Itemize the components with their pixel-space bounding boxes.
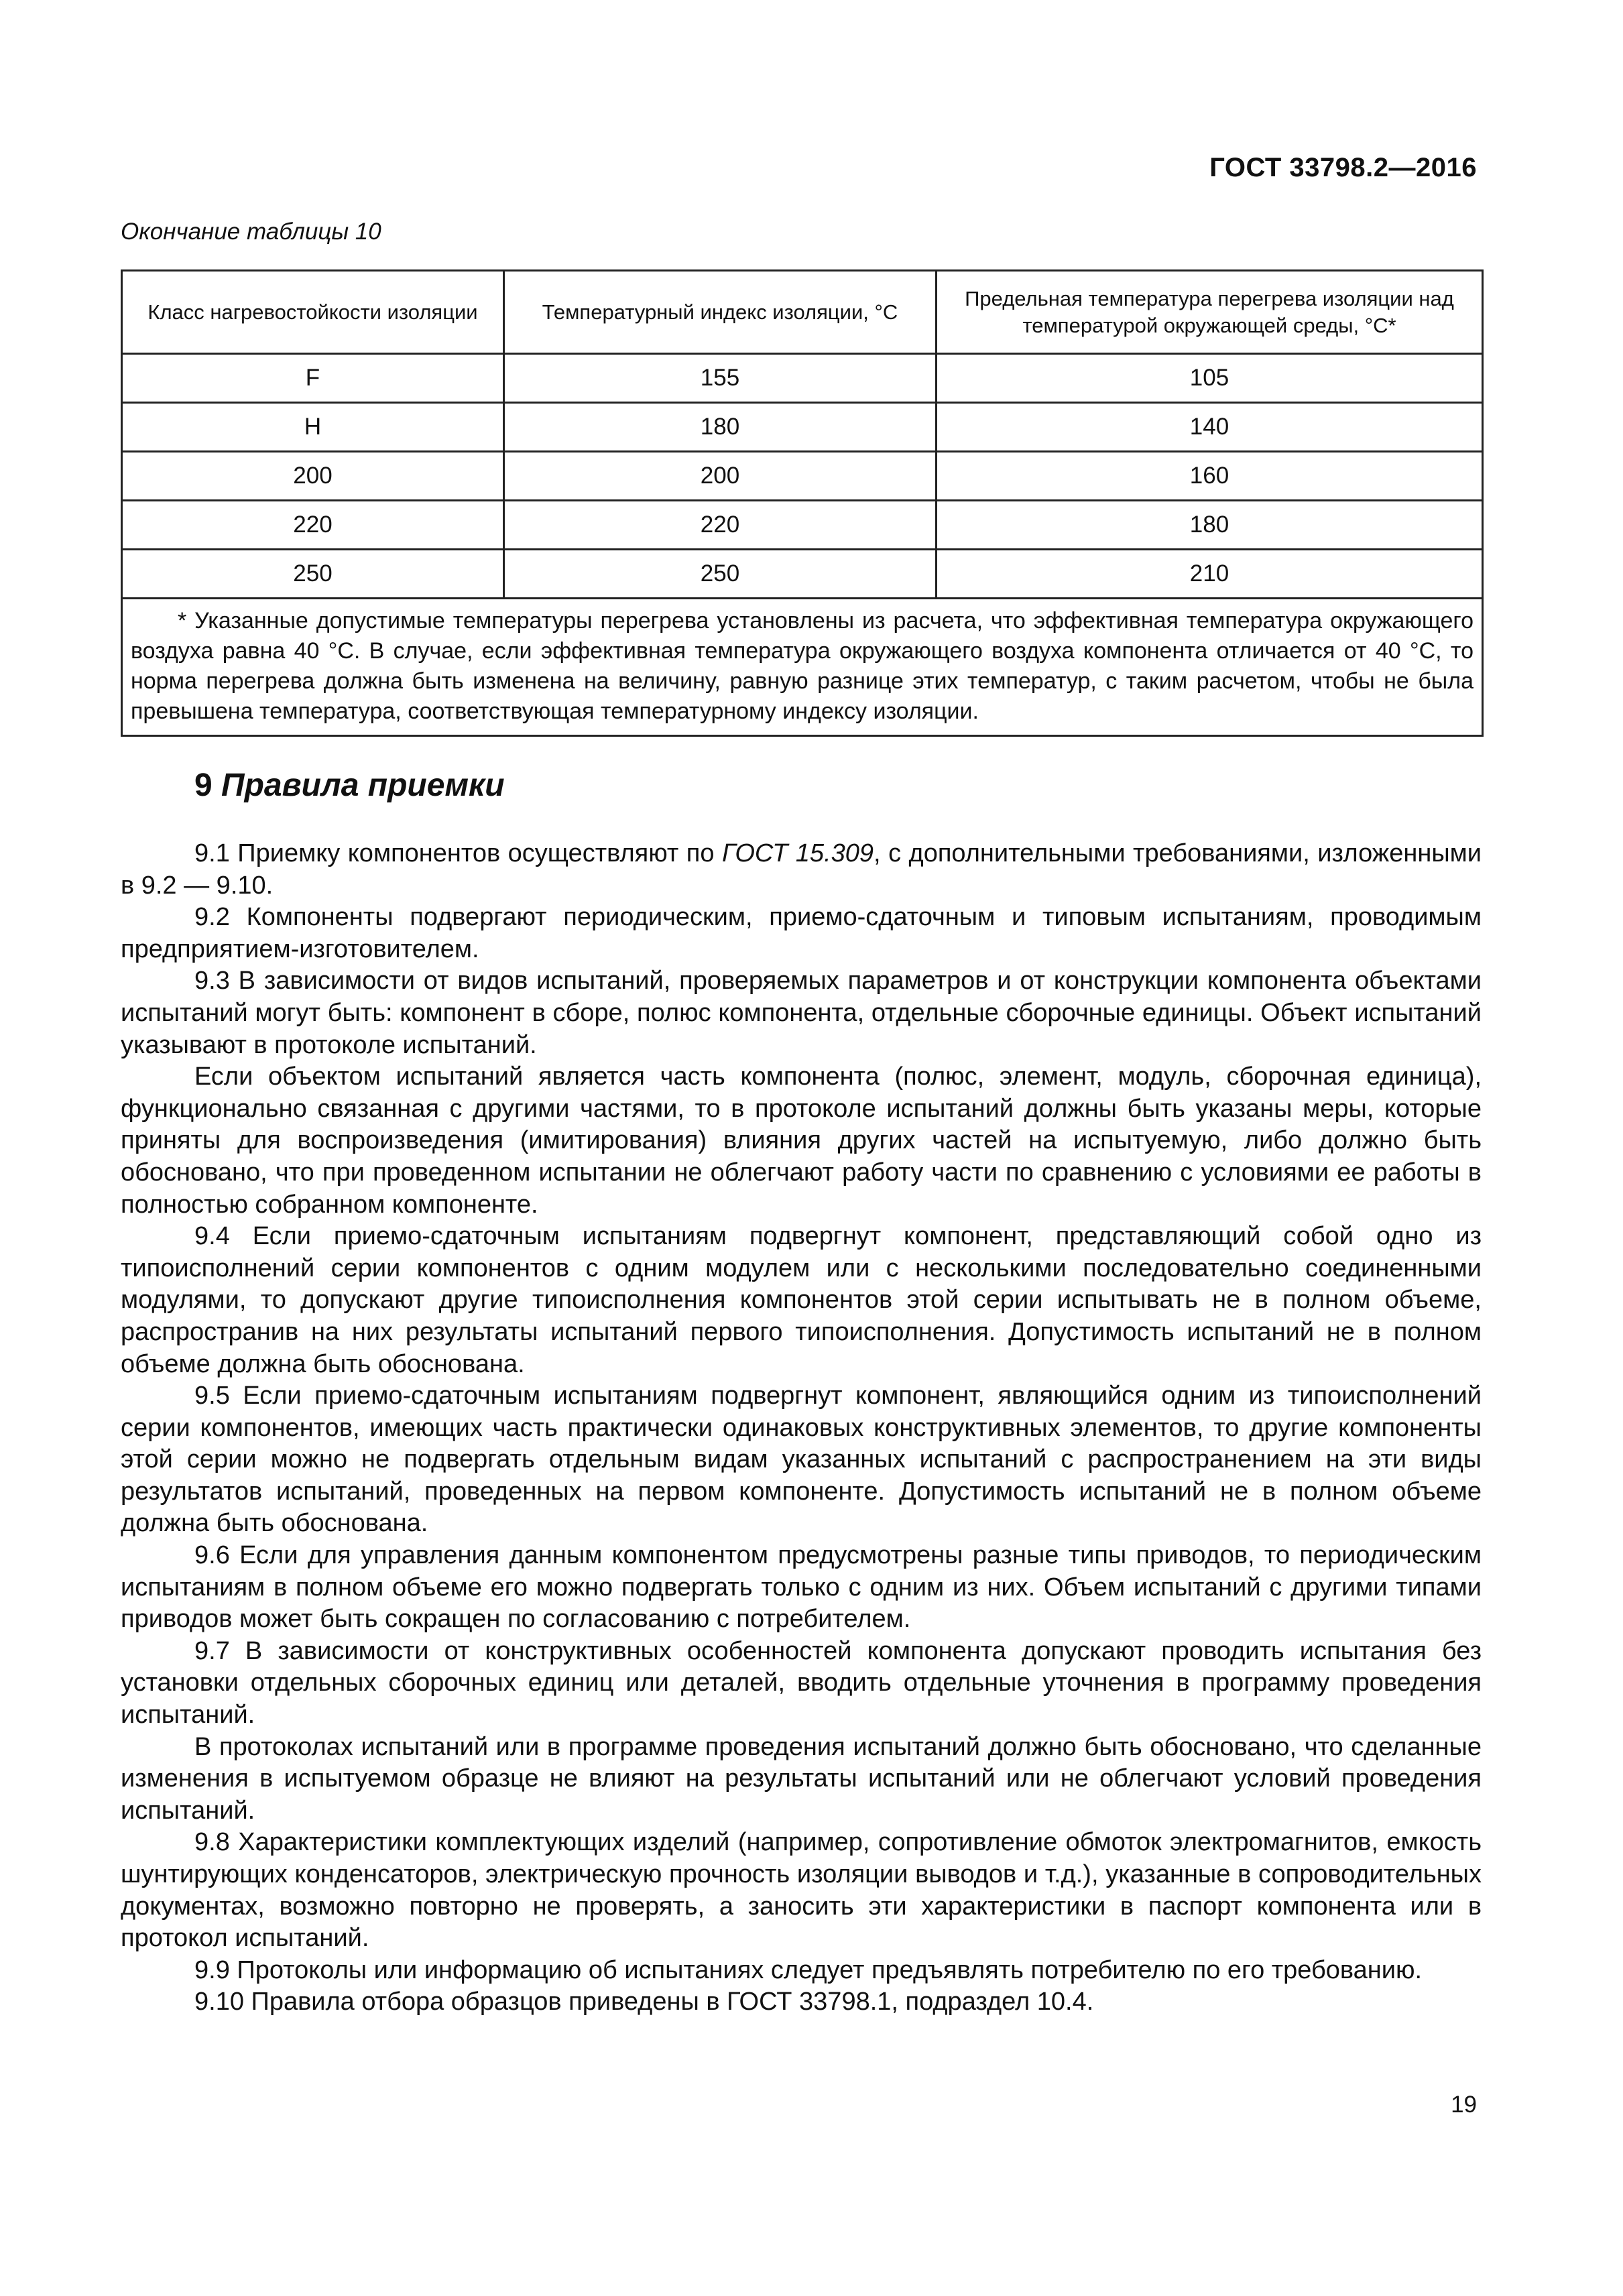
section-heading xyxy=(194,767,505,804)
table-cell: 180 xyxy=(504,403,937,452)
paragraph xyxy=(121,838,1482,902)
table-cell: 250 xyxy=(122,550,504,599)
table-cell: 200 xyxy=(504,452,937,501)
table-row xyxy=(122,452,1483,501)
paragraph: 9.4 Если приемо-сдаточным испытаниям подвергнут компонент, представляющий собой одно из типоисполнений серии компонентов с одним модулем или с несколькими последовательно соединенными модулями, то допускают другие типоисполнения компонентов этой серии испытывать не в полном объеме, распространив на них результаты испытаний первого типоисполнения. Допустимость испытаний не в полном объеме должна быть обоснована. xyxy=(121,1222,1482,1378)
table-cell: 180 xyxy=(937,501,1483,550)
table-cell: 160 xyxy=(937,452,1483,501)
page-number: 19 xyxy=(1451,2092,1477,2118)
column-header-temperature-index: Температурный индекс изоляции, °С xyxy=(504,271,937,354)
table-caption: Окончание таблицы 10 xyxy=(121,219,381,245)
insulation-table xyxy=(121,269,1484,737)
paragraph: 9.6 Если для управления данным компонентом предусмотрены разные типы приводов, то периодическим испытаниям в полном объеме его можно подвергать только с одним из них. Объем испытаний с другими типами приводов может быть сокращен по согласованию с потребителем. xyxy=(121,1541,1482,1634)
paragraph: 9.10 Правила отбора образцов приведены в ГОСТ 33798.1, подраздел 10.4. xyxy=(194,1988,1094,2016)
table-row xyxy=(122,501,1483,550)
standard-reference: ГОСТ 15.309 xyxy=(721,839,874,867)
paragraph: 9.7 В зависимости от конструктивных особенностей компонента допускают проводить испытания без установки отдельных сборочных единиц или деталей, вводить отдельные уточнения в программу проведения испытаний. xyxy=(121,1636,1482,1730)
table-cell: 155 xyxy=(504,354,937,403)
table-cell: 105 xyxy=(937,354,1483,403)
column-header-max-overheat: Предельная температура перегрева изоляции над температурой окружающей среды, °С* xyxy=(937,271,1483,354)
document-header: ГОСТ 33798.2—2016 xyxy=(1209,153,1477,182)
table-cell: 210 xyxy=(937,550,1483,599)
paragraph: 9.5 Если приемо-сдаточным испытаниям подвергнут компонент, являющийся одним из типоисполнений серии компонентов, имеющих часть практически одинаковых конструктивных элементов, то другие компоненты этой серии можно не подвергать отдельным видам указанных испытаний с распространением на эти виды результатов испытаний, проведенных на первом компоненте. Допустимость испытаний не в полном объеме должна быть обоснована. xyxy=(121,1382,1482,1538)
table-cell: H xyxy=(122,403,504,452)
table-cell: 140 xyxy=(937,403,1483,452)
paragraph-text: , с дополнительными требованиями, изложенными в 9.2 — 9.10. xyxy=(121,839,1482,900)
table-cell: 250 xyxy=(504,550,937,599)
paragraph: 9.3 В зависимости от видов испытаний, проверяемых параметров и от конструкции компонента объектами испытаний могут быть: компонент в сборе, полюс компонента, отдельные сборочные единицы. Объект испытаний указывают в протоколе испытаний. xyxy=(121,967,1482,1059)
table-row xyxy=(122,354,1483,403)
table-row xyxy=(122,403,1483,452)
section-number: 9 xyxy=(194,768,213,803)
section-title: Правила приемки xyxy=(221,768,505,803)
table-cell: 200 xyxy=(122,452,504,501)
table-row xyxy=(122,550,1483,599)
paragraph-text: 9.1 Приемку компонентов осуществляют по xyxy=(194,839,722,867)
table-cell: 220 xyxy=(122,501,504,550)
table-footnote xyxy=(122,599,1483,736)
footnote-text: * Указанные допустимые температуры перегрева установлены из расчета, что эффективная температура окружающего воздуха равна 40 °С. В случае, если эффективная температура окружающего воздуха компонента отличается от 40 °С, то норма перегрева должна быть изменена на величину, равную разнице этих температур, с таким расчетом, чтобы не была превышена температура, соответствующая температурному индексу изоляции. xyxy=(131,608,1474,724)
table-header-row xyxy=(122,271,1483,354)
paragraph: 9.8 Характеристики комплектующих изделий (например, сопротивление обмоток электромагнитов, емкость шунтирующих конденсаторов, электрическую прочность изоляции выводов и т.д.), указанные в сопроводительных документах, возможно повторно не проверять, а заносить эти характеристики в паспорт компонента или в протокол испытаний. xyxy=(121,1828,1482,1953)
paragraph: Если объектом испытаний является часть компонента (полюс, элемент, модуль, сборочная единица), функционально связанная с другими частями, то в протоколе испытаний должны быть указаны меры, которые приняты для воспроизведения (имитирования) влияния других частей на испытуемую, либо должно быть обосновано, что при проведенном испытании не облегчают работу части по сравнению с условиями ее работы в полностью собранном компоненте. xyxy=(121,1063,1482,1219)
paragraph: В протоколах испытаний или в программе проведения испытаний должно быть обосновано, что сделанные изменения в испытуемом образце не влияют на результаты испытаний или не облегчают условий проведения испытаний. xyxy=(121,1732,1482,1825)
paragraph: 9.2 Компоненты подвергают периодическим, приемо-сдаточным и типовым испытаниям, проводимым предприятием-изготовителем. xyxy=(121,903,1482,963)
table-cell: 220 xyxy=(504,501,937,550)
table-cell: F xyxy=(122,354,504,403)
column-header-insulation-class: Класс нагревостойкости изоляции xyxy=(122,271,504,354)
paragraph: 9.9 Протоколы или информацию об испытаниях следует предъявлять потребителю по его требованию. xyxy=(194,1955,1423,1984)
section-body xyxy=(121,838,1482,2018)
table-footnote-row xyxy=(122,599,1483,736)
